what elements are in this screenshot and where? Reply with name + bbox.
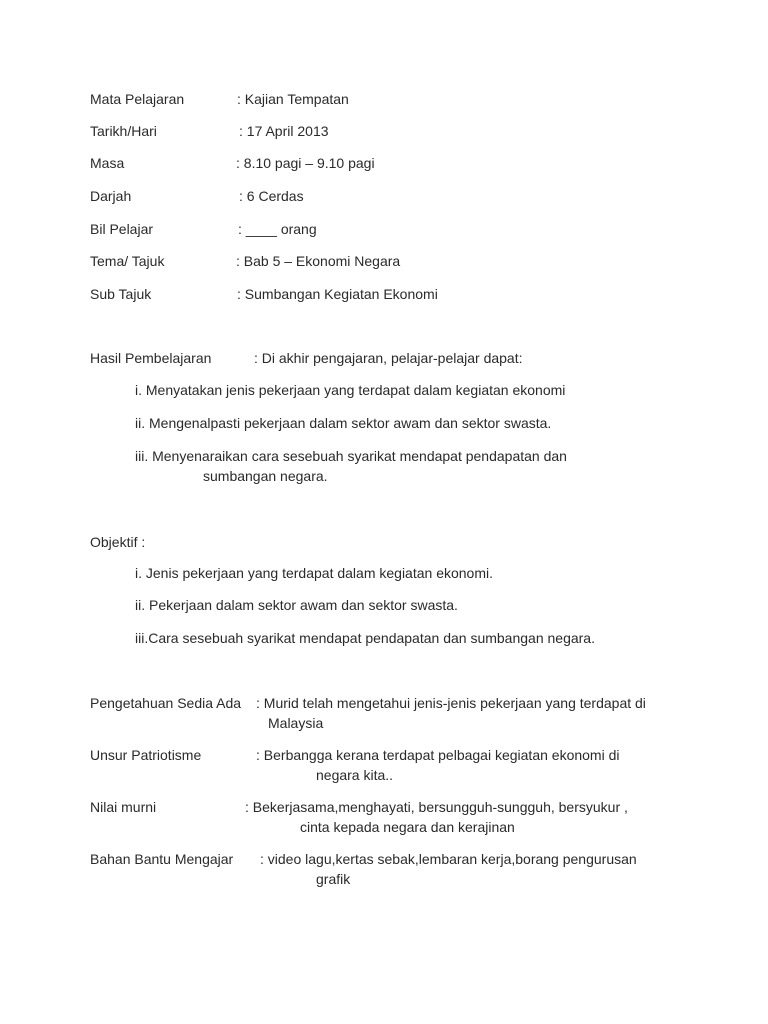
field-label: Sub Tajuk xyxy=(90,286,152,302)
field-value: : Murid telah mengetahui jenis-jenis pekerjaan yang terdapat di xyxy=(256,695,646,711)
objektif-label: Objektif : xyxy=(90,534,146,550)
field-value: : Sumbangan Kegiatan Ekonomi xyxy=(237,286,438,302)
field-value-continuation: negara kita.. xyxy=(316,767,394,783)
field-label: Masa xyxy=(90,155,125,171)
field-label: Bil Pelajar xyxy=(90,221,154,237)
field-value: : Kajian Tempatan xyxy=(237,91,349,107)
list-item: i. Jenis pekerjaan yang terdapat dalam kegiatan ekonomi. xyxy=(135,565,493,581)
field-value-continuation: grafik xyxy=(316,871,351,887)
field-value: : Berbangga kerana terdapat pelbagai kegiatan ekonomi di xyxy=(256,747,620,763)
field-value: : video lagu,kertas sebak,lembaran kerja,borang pengurusan xyxy=(260,851,637,867)
field-label: Darjah xyxy=(90,188,132,204)
list-item: iii.Cara sesebuah syarikat mendapat pendapatan dan sumbangan negara. xyxy=(135,630,595,646)
field-label: Unsur Patriotisme xyxy=(90,747,202,763)
list-item: ii. Pekerjaan dalam sektor awam dan sektor swasta. xyxy=(135,597,458,613)
field-value: : ____ orang xyxy=(238,221,317,237)
field-value-continuation: cinta kepada negara dan kerajinan xyxy=(300,819,515,835)
field-label: Tarikh/Hari xyxy=(90,123,157,139)
field-label: Nilai murni xyxy=(90,799,157,815)
field-label: Pengetahuan Sedia Ada xyxy=(90,695,242,711)
field-value: : 17 April 2013 xyxy=(239,123,329,139)
list-item: ii. Mengenalpasti pekerjaan dalam sektor awam dan sektor swasta. xyxy=(135,415,552,431)
list-item-continuation: sumbangan negara. xyxy=(203,468,328,484)
list-item: iii. Menyenaraikan cara sesebuah syarikat mendapat pendapatan dan xyxy=(135,448,567,464)
field-value: : 6 Cerdas xyxy=(239,188,304,204)
field-label: Tema/ Tajuk xyxy=(90,253,165,269)
field-label: Bahan Bantu Mengajar xyxy=(90,851,234,867)
field-value-continuation: Malaysia xyxy=(268,715,324,731)
field-value: : Bekerjasama,menghayati, bersungguh-sungguh, bersyukur , xyxy=(245,799,628,815)
field-label: Mata Pelajaran xyxy=(90,91,185,107)
field-value: : 8.10 pagi – 9.10 pagi xyxy=(236,155,375,171)
list-item: i. Menyatakan jenis pekerjaan yang terdapat dalam kegiatan ekonomi xyxy=(135,382,566,398)
hasil-label: Hasil Pembelajaran xyxy=(90,350,212,366)
field-value: : Bab 5 – Ekonomi Negara xyxy=(236,253,401,269)
hasil-value: : Di akhir pengajaran, pelajar-pelajar dapat: xyxy=(254,350,523,366)
